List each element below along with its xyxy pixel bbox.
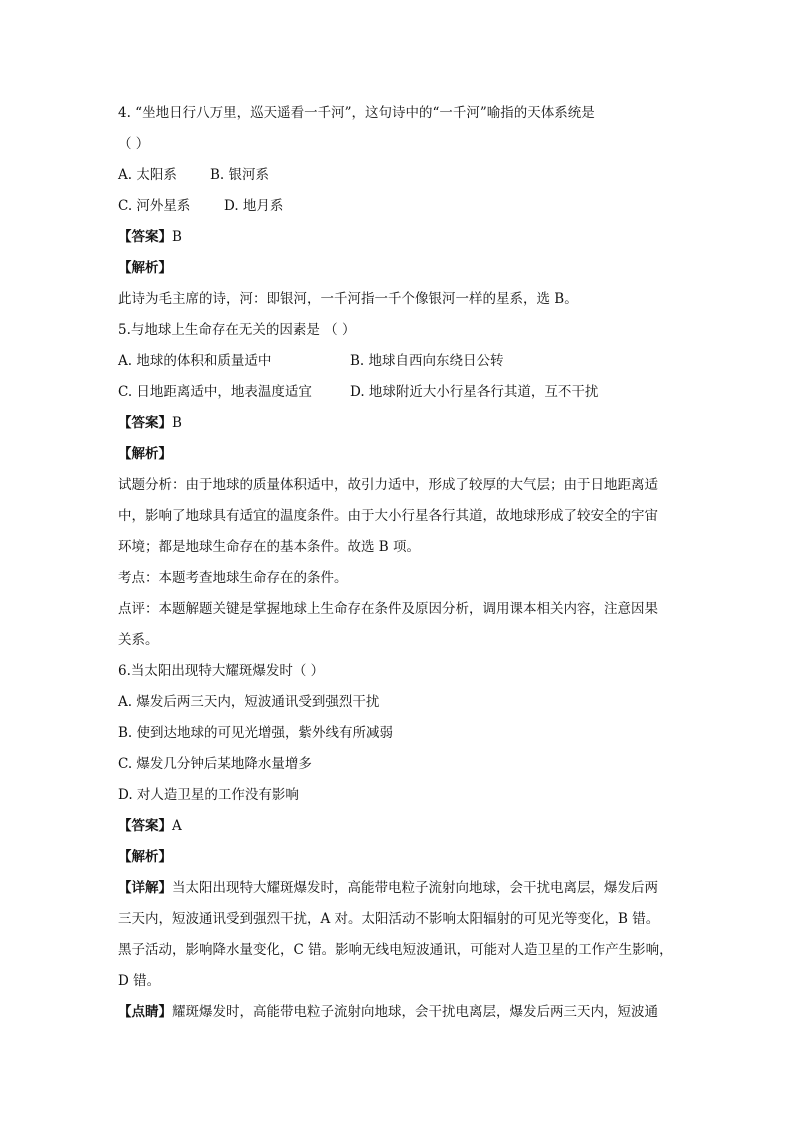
q5-analysis-label: 【解析】 <box>118 446 172 462</box>
q4-answer <box>118 222 678 253</box>
q4-options-row-2 <box>118 191 678 222</box>
q6-option-d: D. 对人造卫星的工作没有影响 <box>118 787 299 803</box>
q4-analysis-text: 此诗为毛主席的诗，河：即银河，一千河指一千个像银河一样的星系，选 B。 <box>118 291 578 307</box>
q6-option-b: B. 使到达地球的可见光增强，紫外线有所减弱 <box>118 725 394 741</box>
q5-stem: 5.与地球上生命存在无关的因素是 （ ） <box>118 322 356 338</box>
q6-stem: 6.当太阳出现特大耀斑爆发时（ ） <box>118 663 325 679</box>
xiangjie-text: 当太阳出现特大耀斑爆发时，高能带电粒子流射向地球，会干扰电离层，爆发后两 <box>172 880 658 896</box>
q4-stem: 4. “坐地日行八万里，巡天遥看一千河”，这句诗中的“一千河”喻指的天体系统是 <box>118 105 595 121</box>
q4-option-c: C. 河外星系 <box>118 198 191 214</box>
q6-xiangjie-line-4: D 错。 <box>118 973 161 989</box>
q6-xiangjie-line-3: 黑子活动，影响降水量变化，C 错。影响无线电短波通讯，可能对人造卫星的工作产生影响， <box>118 942 673 958</box>
q5-kaodian: 考点：本题考查地球生命存在的条件。 <box>118 570 348 586</box>
q5-analysis-line-1: 试题分析：由于地球的质量体积适中，故引力适中，形成了较厚的大气层；由于日地距离适 <box>118 477 658 493</box>
q4-option-b: B. 银河系 <box>210 167 270 183</box>
q5-options-row-2 <box>118 377 678 408</box>
q6-xiangjie-line-2: 三天内，短波通讯受到强烈干扰，A 对。太阳活动不影响太阳辐射的可见光等变化，B 错。 <box>118 911 660 927</box>
q5-analysis-line-3: 环境；都是地球生命存在的基本条件。故选 B 项。 <box>118 539 421 555</box>
q5-options-row-1 <box>118 346 678 377</box>
q4-analysis-label: 【解析】 <box>118 260 172 276</box>
q6-option-a: A. 爆发后两三天内，短波通讯受到强烈干扰 <box>118 694 380 710</box>
answer-value: B <box>172 415 182 431</box>
q5-dianping-line-1: 点评：本题解题关键是掌握地球上生命存在条件及原因分析，调用课本相关内容，注意因果 <box>118 601 658 617</box>
q5-option-d: D. 地球附近大小行星各行其道，互不干扰 <box>350 384 599 400</box>
dianjing-label: 【点睛】 <box>118 1004 172 1020</box>
answer-value: A <box>172 818 182 834</box>
q4-option-d: D. 地月系 <box>224 198 284 214</box>
q4-options-row-1 <box>118 160 678 191</box>
dianjing-text: 耀斑爆发时，高能带电粒子流射向地球，会干扰电离层，爆发后两三天内，短波通 <box>172 1004 658 1020</box>
q6-analysis-label: 【解析】 <box>118 849 172 865</box>
q5-option-b: B. 地球自西向东绕日公转 <box>350 353 504 369</box>
q4-answer-paren: （ ） <box>118 136 150 152</box>
q6-option-c: C. 爆发几分钟后某地降水量增多 <box>118 756 312 772</box>
q5-analysis-line-2: 中，影响了地球具有适宜的温度条件。由于大小行星各行其道，故地球形成了较安全的宇宙 <box>118 508 658 524</box>
q5-option-c: C. 日地距离适中，地表温度适宜 <box>118 384 312 400</box>
document-page <box>118 98 678 1028</box>
q5-option-a: A. 地球的体积和质量适中 <box>118 353 272 369</box>
answer-label: 【答案】 <box>118 229 172 245</box>
answer-label: 【答案】 <box>118 818 172 834</box>
answer-label: 【答案】 <box>118 415 172 431</box>
q4-option-a: A. 太阳系 <box>118 167 177 183</box>
q5-answer <box>118 408 678 439</box>
q6-answer <box>118 811 678 842</box>
q6-xiangjie-line-1 <box>118 873 678 904</box>
q5-dianping-line-2: 关系。 <box>118 632 159 648</box>
xiangjie-label: 【详解】 <box>118 880 172 896</box>
q6-dianjing-line <box>118 997 678 1028</box>
answer-value: B <box>172 229 182 245</box>
